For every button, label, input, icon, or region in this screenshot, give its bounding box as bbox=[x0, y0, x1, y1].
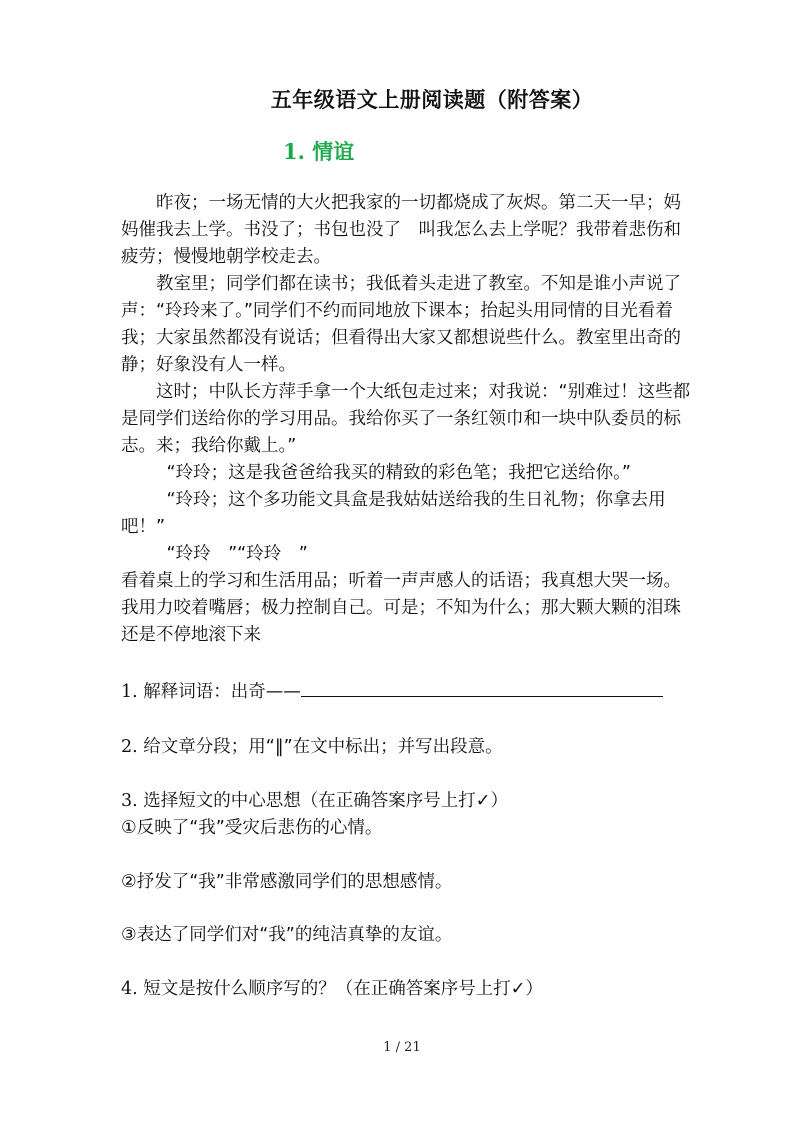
passage-paragraph: 这时；中队长方萍手拿一个大纸包走过来；对我说：“别难过！这些都是同学们送给你的学习用品。我给你买了一条红领巾和一块中队委员的标志。来；我给你戴上。” bbox=[121, 382, 691, 456]
question-number: 2. bbox=[121, 737, 138, 757]
question-text: 选择短文的中心思想（在正确答案序号上打✓） bbox=[143, 791, 508, 811]
section-name: 情谊 bbox=[312, 140, 355, 164]
passage-paragraph: “玲玲；这是我爸爸给我买的精致的彩色笔；我把它送给你。” bbox=[166, 463, 631, 483]
passage bbox=[121, 190, 691, 649]
answer-blank[interactable] bbox=[301, 678, 663, 697]
question-2 bbox=[121, 734, 503, 761]
document-title: 五年级语文上册阅读题（附答案） bbox=[270, 88, 594, 112]
question-number: 1. bbox=[121, 682, 138, 702]
section-number: 1. bbox=[283, 139, 305, 164]
answer-option-2[interactable]: ②抒发了“我”非常感激同学们的思想感情。 bbox=[121, 872, 453, 892]
question-text: 给文章分段；用“‖”在文中标出；并写出段意。 bbox=[143, 737, 503, 757]
question-number: 4. bbox=[121, 979, 138, 999]
passage-paragraph: 教室里；同学们都在读书；我低着头走进了教室。不知是谁小声说了声：“玲玲来了。”同学们不约而同地放下课本；抬起头用同情的目光看着我；大家虽然都没有说话；但看得出大家又都想说些什么。教室里出奇的静；好象没有人一样。 bbox=[121, 274, 681, 375]
passage-paragraph: “玲玲 ”“玲玲 ” bbox=[166, 544, 308, 564]
answer-option-1[interactable]: ①反映了“我”受灾后悲伤的心情。 bbox=[121, 818, 383, 838]
page-indicator: 1 / 21 bbox=[383, 1040, 421, 1055]
question-3 bbox=[121, 788, 508, 815]
question-number: 3. bbox=[121, 791, 138, 811]
question-4 bbox=[121, 976, 543, 1003]
question-text: 短文是按什么顺序写的？（在正确答案序号上打✓） bbox=[143, 979, 543, 999]
passage-paragraph: 看着桌上的学习和生活用品；听着一声声感人的话语；我真想大哭一场。我用力咬着嘴唇；极力控制自己。可是；不知为什么；那大颗大颗的泪珠还是不停地滚下来 bbox=[121, 571, 681, 645]
passage-paragraph: 昨夜；一场无情的大火把我家的一切都烧成了灰烬。第二天一早；妈妈催我去上学。书没了；书包也没了 叫我怎么去上学呢？我带着悲伤和疲劳；慢慢地朝学校走去。 bbox=[121, 193, 681, 267]
question-text: 解释词语：出奇—— bbox=[143, 682, 301, 702]
section-heading bbox=[283, 136, 354, 166]
question-1 bbox=[121, 678, 663, 706]
answer-option-3[interactable]: ③表达了同学们对“我”的纯洁真挚的友谊。 bbox=[121, 925, 453, 945]
passage-paragraph: “玲玲；这个多功能文具盒是我姑姑送给我的生日礼物；你拿去用吧！” bbox=[121, 490, 666, 537]
